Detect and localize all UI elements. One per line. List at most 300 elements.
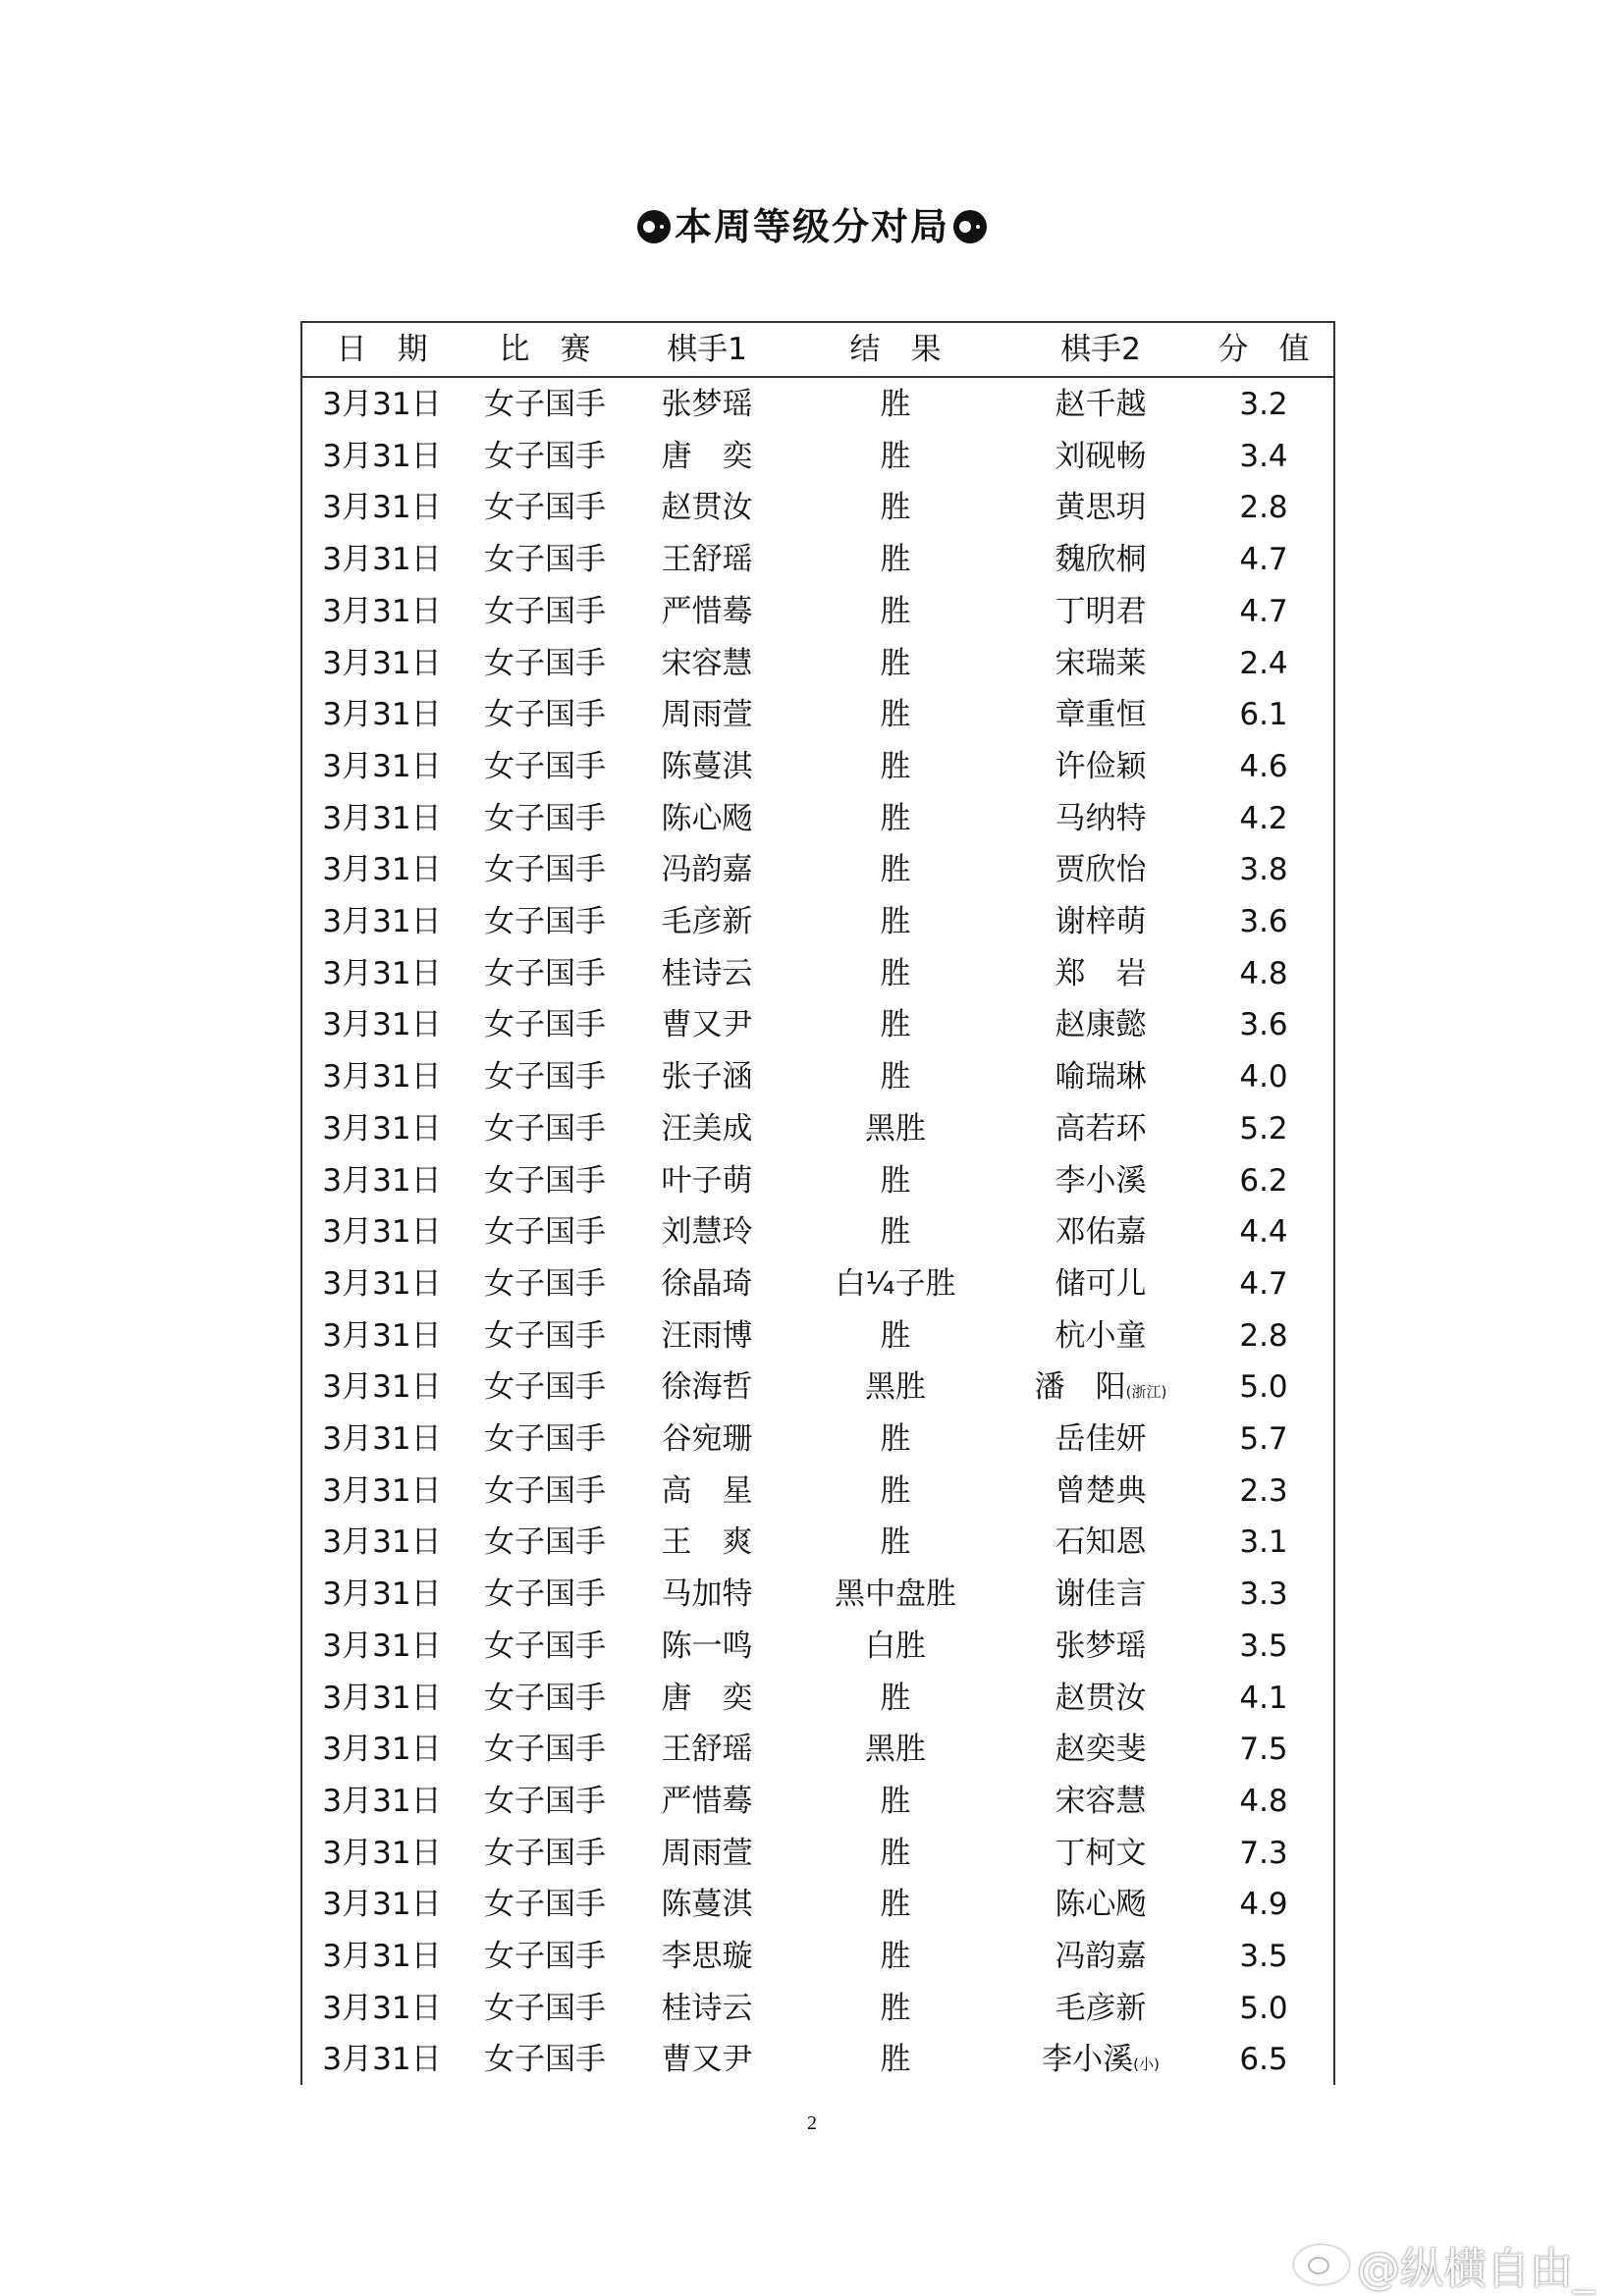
cell-player1: [662, 1834, 753, 1873]
score-text: 5.2: [1239, 1110, 1288, 1147]
date-text: 3月31日: [322, 1680, 442, 1716]
result-text: 胜: [880, 1524, 911, 1561]
cell-date: [322, 1109, 441, 1148]
cell-result: [881, 1419, 911, 1459]
player1-text: 周雨萱: [661, 697, 753, 733]
score-text: 3.1: [1239, 1524, 1288, 1561]
cell-date: [322, 695, 441, 734]
cell-date: [322, 954, 441, 993]
cell-score: [1239, 1575, 1287, 1614]
table-row: [302, 1776, 1333, 1827]
player2-text: 魏欣桐: [1055, 542, 1147, 578]
cell-player1: [662, 902, 753, 941]
table-row: [302, 1621, 1333, 1672]
cell-player2: [1056, 1161, 1147, 1201]
table-row: [302, 1155, 1333, 1206]
cell-player2: [1056, 902, 1147, 941]
cell-result: [881, 1316, 911, 1356]
player2-text: 许俭颖: [1055, 748, 1147, 784]
player1-text: 王 爽: [661, 1524, 753, 1561]
cell-player2: [1056, 1419, 1147, 1459]
result-text: 胜: [880, 2042, 911, 2078]
cell-score: [1239, 902, 1287, 941]
player1-text: 徐海哲: [661, 1369, 753, 1406]
player2-text: 郑 岩: [1055, 955, 1147, 991]
player2-text: 宋瑞莱: [1055, 645, 1147, 681]
cell-match: [484, 1937, 606, 1976]
table-row: [302, 844, 1333, 895]
cell-score: [1239, 1316, 1287, 1356]
cell-player2: [1056, 540, 1147, 579]
cell-player2: [1056, 1937, 1147, 1976]
table-row: [302, 1724, 1333, 1775]
cell-match: [484, 1005, 606, 1044]
player1-text: 唐 奕: [661, 1680, 753, 1716]
cell-match: [484, 850, 606, 889]
cell-date: [322, 902, 441, 941]
cell-score: [1239, 747, 1287, 786]
match-text: 女子国手: [484, 1369, 606, 1406]
match-text: 女子国手: [484, 955, 606, 991]
player1-text: 汪雨博: [661, 1317, 753, 1354]
cell-player2: [1056, 1989, 1147, 2028]
cell-player2: [1056, 1109, 1147, 1148]
cell-date: [322, 1885, 441, 1924]
cell-result: [881, 540, 911, 579]
cell-result: [881, 1522, 911, 1562]
date-text: 3月31日: [322, 1939, 442, 1974]
score-text: 3.5: [1239, 1628, 1288, 1664]
date-text: 3月31日: [322, 645, 442, 681]
date-text: 3月31日: [322, 748, 442, 784]
result-text: 黑胜: [865, 1732, 926, 1768]
cell-match: [484, 1109, 606, 1148]
result-text: 胜: [880, 1162, 911, 1199]
cell-date: [322, 1471, 441, 1511]
table-row: [302, 482, 1333, 533]
date-text: 3月31日: [322, 593, 442, 629]
cell-result: [865, 1367, 926, 1407]
player2-text: 陈心飏: [1055, 1887, 1147, 1923]
date-text: 3月31日: [322, 2042, 442, 2078]
cell-result: [881, 1782, 911, 1821]
result-text: 胜: [880, 748, 911, 784]
score-text: 2.4: [1239, 645, 1288, 681]
player2-text: 邓佑嘉: [1055, 1214, 1147, 1251]
cell-match: [484, 954, 606, 993]
cell-player2: [1056, 747, 1147, 786]
score-text: 4.7: [1239, 1265, 1288, 1302]
cell-player1: [662, 540, 753, 579]
player1-text: 曹又尹: [661, 2042, 753, 2078]
player2-text: 丁明君: [1055, 593, 1147, 629]
player2-text: 杭小童: [1055, 1317, 1147, 1354]
cell-date: [322, 1316, 441, 1356]
result-text: 胜: [880, 438, 911, 474]
title-text: 本周等级分对局: [674, 204, 949, 248]
cell-score: [1239, 850, 1287, 889]
cell-player2: [1056, 1005, 1147, 1044]
cell-score: [1239, 1782, 1287, 1821]
date-text: 3月31日: [322, 904, 442, 939]
cell-player1: [662, 1522, 753, 1562]
score-text: 4.7: [1239, 542, 1288, 578]
cell-date: [322, 1782, 441, 1821]
match-text: 女子国手: [484, 1990, 606, 2026]
player1-text: 桂诗云: [661, 955, 753, 991]
score-text: 3.8: [1239, 852, 1288, 888]
cell-score: [1239, 1264, 1287, 1304]
date-text: 3月31日: [322, 387, 442, 422]
cell-result: [881, 1161, 911, 1201]
match-text: 女子国手: [484, 1317, 606, 1354]
player1-text: 宋容慧: [661, 645, 753, 681]
cell-score: [1239, 385, 1287, 424]
player2-text: 赵康懿: [1055, 1007, 1147, 1043]
cell-score: [1239, 1885, 1287, 1924]
cell-match: [484, 1627, 606, 1666]
score-text: 3.6: [1239, 904, 1288, 939]
cell-player1: [662, 747, 753, 786]
cell-result: [881, 1057, 911, 1096]
cell-result: [881, 437, 911, 476]
cell-match: [484, 902, 606, 941]
cell-date: [322, 1834, 441, 1873]
cell-match: [484, 1264, 606, 1304]
match-text: 女子国手: [484, 1472, 606, 1509]
cell-result: [881, 954, 911, 993]
match-text: 女子国手: [484, 1421, 606, 1457]
cell-result: [881, 1005, 911, 1044]
player1-text: 曹又尹: [661, 1007, 753, 1043]
table-row: [302, 586, 1333, 637]
cell-match: [484, 1471, 606, 1511]
cell-result: [865, 1109, 926, 1148]
table-row: [302, 1051, 1333, 1102]
player1-text: 严惜蓦: [661, 593, 753, 629]
table-row: [302, 431, 1333, 482]
player1-text: 桂诗云: [661, 1990, 753, 2026]
header-player2: 棋手2: [1060, 332, 1141, 367]
player2-text: 宋容慧: [1055, 1783, 1147, 1819]
cell-score: [1239, 1005, 1287, 1044]
cell-date: [322, 1679, 441, 1718]
cell-score: [1239, 1057, 1287, 1096]
result-text: 黑中盘胜: [835, 1576, 956, 1613]
score-text: 2.3: [1239, 1472, 1288, 1509]
player2-text: 冯韵嘉: [1055, 1939, 1147, 1974]
cell-player2: [1056, 850, 1147, 889]
table-row: [302, 1879, 1333, 1930]
date-text: 3月31日: [322, 1059, 442, 1095]
page-title: [0, 196, 1624, 250]
match-text: 女子国手: [484, 1007, 606, 1043]
result-text: 胜: [880, 1783, 911, 1819]
cell-player2: [1056, 1679, 1147, 1718]
cell-player1: [662, 1005, 753, 1044]
cell-player1: [662, 1730, 753, 1769]
player1-text: 叶子萌: [661, 1162, 753, 1199]
cell-match: [484, 695, 606, 734]
date-text: 3月31日: [322, 1887, 442, 1923]
result-text: 胜: [880, 955, 911, 991]
cell-player2: [1056, 695, 1147, 734]
cell-date: [322, 437, 441, 476]
cell-score: [1239, 1367, 1287, 1407]
cell-player1: [662, 954, 753, 993]
cell-score: [1239, 1627, 1287, 1666]
result-text: 胜: [880, 1939, 911, 1974]
player2-text: 章重恒: [1055, 697, 1147, 733]
table-row: [302, 1569, 1333, 1620]
cell-player1: [662, 1161, 753, 1201]
cell-match: [484, 1679, 606, 1718]
header-result: 结 果: [849, 332, 942, 367]
date-text: 3月31日: [322, 1524, 442, 1561]
cell-match: [484, 1885, 606, 1924]
match-text: 女子国手: [484, 1680, 606, 1716]
match-text: 女子国手: [484, 1162, 606, 1199]
table-row: [302, 1673, 1333, 1724]
cell-result: [881, 1471, 911, 1511]
table-row: [302, 741, 1333, 792]
date-text: 3月31日: [322, 1162, 442, 1199]
player1-text: 陈蔓淇: [661, 1887, 753, 1923]
cell-score: [1239, 799, 1287, 838]
result-text: 黑胜: [865, 1369, 926, 1406]
date-text: 3月31日: [322, 1783, 442, 1819]
match-text: 女子国手: [484, 490, 606, 526]
cell-player2: [1056, 1316, 1147, 1356]
cell-player1: [662, 1885, 753, 1924]
score-text: 3.4: [1239, 438, 1288, 474]
result-text: 胜: [880, 1059, 911, 1095]
cell-player2: [1056, 1212, 1147, 1252]
cell-player1: [662, 1627, 753, 1666]
cell-date: [322, 1212, 441, 1252]
score-text: 6.2: [1239, 1162, 1288, 1199]
cell-match: [484, 1367, 606, 1407]
table-row: [302, 1466, 1333, 1517]
table-row: [302, 689, 1333, 740]
cell-match: [484, 1522, 606, 1562]
cell-date: [322, 1937, 441, 1976]
cell-result: [881, 1212, 911, 1252]
cell-score: [1239, 1419, 1287, 1459]
match-text: 女子国手: [484, 1939, 606, 1974]
cell-player2: [1056, 1057, 1147, 1096]
player2-text: 高若环: [1055, 1110, 1147, 1147]
score-text: 3.6: [1239, 1007, 1288, 1043]
score-text: 4.0: [1239, 1059, 1288, 1095]
date-text: 3月31日: [322, 852, 442, 888]
match-text: 女子国手: [484, 800, 606, 836]
cell-player2: [1056, 1885, 1147, 1924]
table-row: [302, 1517, 1333, 1568]
cell-result: [835, 1264, 955, 1304]
player1-text: 严惜蓦: [661, 1783, 753, 1819]
date-text: 3月31日: [322, 1265, 442, 1302]
cell-match: [484, 799, 606, 838]
cell-result: [881, 799, 911, 838]
cell-result: [865, 1730, 926, 1769]
cell-date: [322, 540, 441, 579]
player2-text: 谢梓萌: [1055, 904, 1147, 939]
cell-player1: [662, 437, 753, 476]
cell-player1: [662, 1212, 753, 1252]
match-text: 女子国手: [484, 1265, 606, 1302]
cell-player1: [662, 385, 753, 424]
cell-date: [322, 1730, 441, 1769]
cell-date: [322, 1575, 441, 1614]
cell-score: [1239, 1989, 1287, 2028]
match-text: 女子国手: [484, 387, 606, 422]
player2-text: 石知恩: [1055, 1524, 1147, 1561]
games-table: [300, 321, 1335, 2085]
cell-date: [322, 592, 441, 631]
date-text: 3月31日: [322, 438, 442, 474]
player1-text: 张子涵: [661, 1059, 753, 1095]
date-text: 3月31日: [322, 1007, 442, 1043]
score-text: 7.5: [1239, 1732, 1288, 1768]
header-score: 分 值: [1218, 332, 1310, 367]
cell-player2: [1056, 644, 1147, 683]
result-text: 胜: [880, 1214, 911, 1251]
match-text: 女子国手: [484, 1110, 606, 1147]
score-text: 4.7: [1239, 593, 1288, 629]
table-row: [302, 999, 1333, 1050]
table-row: [302, 638, 1333, 689]
player2-text: 岳佳妍: [1055, 1421, 1147, 1457]
cell-match: [484, 1575, 606, 1614]
result-text: 胜: [880, 800, 911, 836]
header-match: 比 赛: [499, 332, 591, 367]
cell-player2: [1056, 1522, 1147, 1562]
cell-match: [484, 1057, 606, 1096]
result-text: 白胜: [865, 1628, 926, 1664]
cell-player1: [662, 1575, 753, 1614]
cell-player2: [1056, 1471, 1147, 1511]
cell-score: [1239, 2040, 1287, 2079]
cell-score: [1239, 644, 1287, 683]
cell-player1: [662, 1471, 753, 1511]
score-text: 2.8: [1239, 490, 1288, 526]
date-text: 3月31日: [322, 800, 442, 836]
score-text: 4.4: [1239, 1214, 1288, 1251]
cell-score: [1239, 1679, 1287, 1718]
player1-text: 李思璇: [661, 1939, 753, 1974]
score-text: 3.3: [1239, 1576, 1288, 1613]
result-text: 胜: [880, 1317, 911, 1354]
match-text: 女子国手: [484, 593, 606, 629]
player1-text: 毛彦新: [661, 904, 753, 939]
cell-match: [484, 540, 606, 579]
table-row: [302, 1931, 1333, 1982]
date-text: 3月31日: [322, 542, 442, 578]
cell-match: [484, 385, 606, 424]
result-text: 胜: [880, 1887, 911, 1923]
cell-player1: [662, 1057, 753, 1096]
cell-match: [484, 747, 606, 786]
cell-score: [1239, 1834, 1287, 1873]
player2-text: 储可儿: [1055, 1265, 1147, 1302]
cell-player2: [1056, 1730, 1147, 1769]
match-text: 女子国手: [484, 2042, 606, 2078]
cell-player2: [1056, 1627, 1147, 1666]
yin-yang-icon: [953, 210, 987, 243]
player1-text: 刘慧玲: [661, 1214, 753, 1251]
cell-result: [881, 902, 911, 941]
player1-text: 徐晶琦: [661, 1265, 753, 1302]
player2-text: 贾欣怡: [1055, 852, 1147, 888]
cell-player1: [662, 1419, 753, 1459]
cell-score: [1239, 488, 1287, 527]
cell-player2: [1056, 1264, 1147, 1304]
cell-player2: [1056, 1575, 1147, 1614]
player2-text: 黄思玥: [1055, 490, 1147, 526]
score-text: 3.5: [1239, 1939, 1288, 1974]
cell-result: [881, 1989, 911, 2028]
cell-player2: [1056, 437, 1147, 476]
date-text: 3月31日: [322, 1110, 442, 1147]
player2-text: 刘砚畅: [1055, 438, 1147, 474]
player2-text: 谢佳言: [1055, 1576, 1147, 1613]
date-text: 3月31日: [322, 1576, 442, 1613]
cell-date: [322, 1057, 441, 1096]
cell-score: [1239, 954, 1287, 993]
table-row: [302, 1103, 1333, 1154]
cell-result: [881, 850, 911, 889]
cell-result: [881, 385, 911, 424]
date-text: 3月31日: [322, 697, 442, 733]
player1-text: 谷宛珊: [661, 1421, 753, 1457]
cell-result: [881, 695, 911, 734]
cell-match: [484, 1782, 606, 1821]
match-text: 女子国手: [484, 1887, 606, 1923]
player2-text: 马纳特: [1055, 800, 1147, 836]
cell-date: [322, 1522, 441, 1562]
cell-result: [881, 1937, 911, 1976]
table-row: [302, 793, 1333, 844]
player1-text: 陈蔓淇: [661, 748, 753, 784]
match-text: 女子国手: [484, 1524, 606, 1561]
player2-text: 潘 阳: [1034, 1369, 1126, 1406]
cell-match: [484, 1989, 606, 2028]
match-text: 女子国手: [484, 645, 606, 681]
table-row: [302, 1206, 1333, 1257]
player2-text: 张梦瑶: [1055, 1628, 1147, 1664]
player1-text: 赵贯汝: [661, 490, 753, 526]
cell-date: [322, 488, 441, 527]
match-text: 女子国手: [484, 1783, 606, 1819]
cell-score: [1239, 1471, 1287, 1511]
cell-score: [1239, 1522, 1287, 1562]
cell-player2: [1056, 1782, 1147, 1821]
cell-player2: [1056, 385, 1147, 424]
date-text: 3月31日: [322, 1628, 442, 1664]
cell-date: [322, 385, 441, 424]
result-text: 胜: [880, 593, 911, 629]
cell-score: [1239, 1730, 1287, 1769]
page-number: 2: [807, 2112, 817, 2134]
cell-score: [1239, 437, 1287, 476]
date-text: 3月31日: [322, 1835, 442, 1871]
match-text: 女子国手: [484, 438, 606, 474]
result-text: 胜: [880, 387, 911, 422]
score-text: 4.8: [1239, 1783, 1288, 1819]
player1-text: 陈心飏: [661, 800, 753, 836]
cell-player2: [1035, 1367, 1167, 1412]
